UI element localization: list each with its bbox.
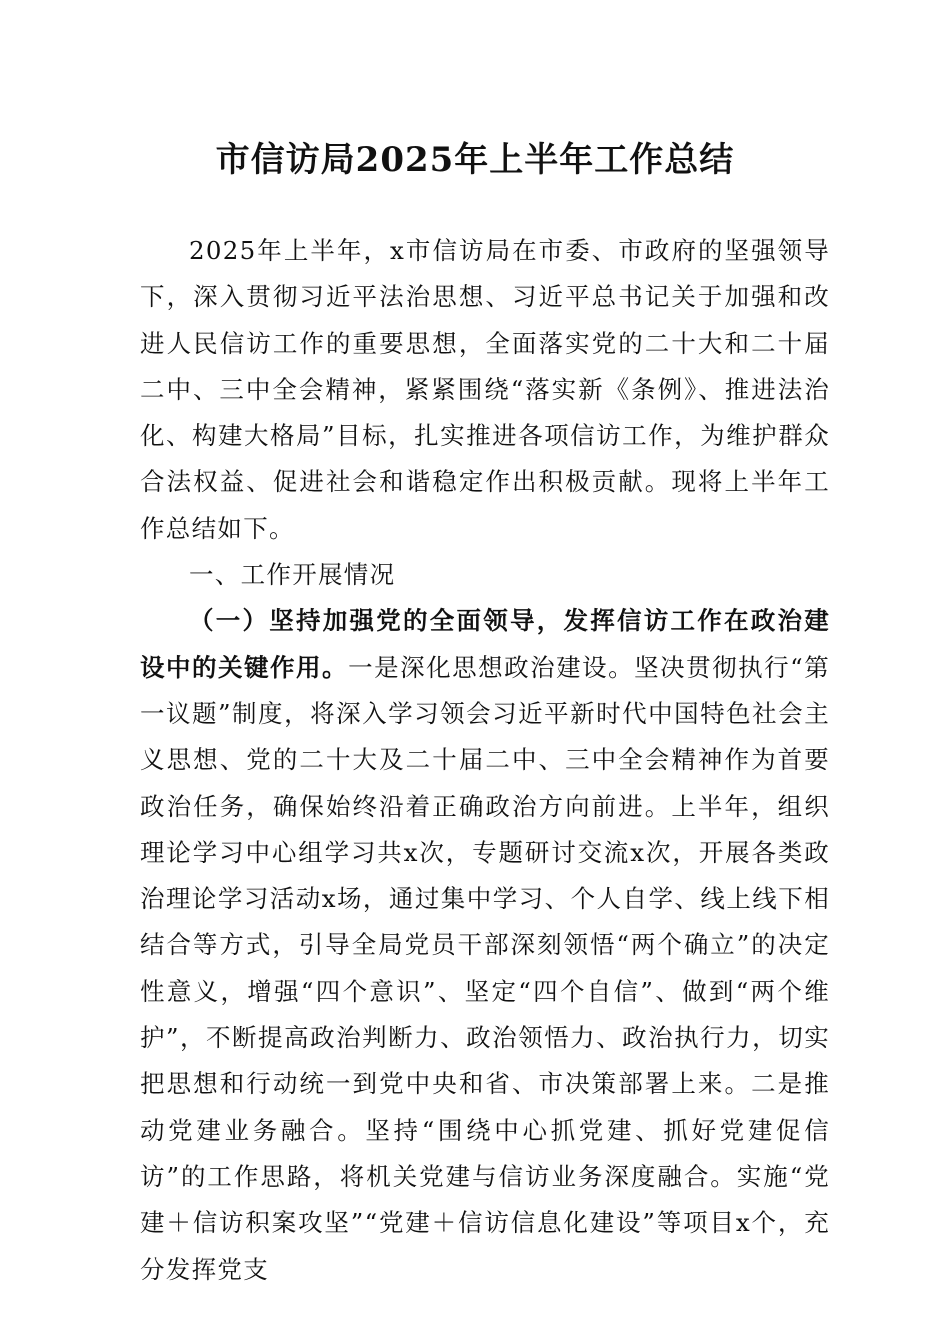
subsection-lead-1: （一）坚持加强党的全面领导，发挥信访工作在政治建设中的关键作用。: [140, 606, 830, 682]
document-title: 市信访局2025年上半年工作总结: [215, 140, 735, 180]
subsection-paragraph-1: [140, 598, 830, 1292]
intro-paragraph: 2025年上半年，x市信访局在市委、市政府的坚强领导下，深入贯彻习近平法治思想、习近平总书记关于加强和改进人民信访工作的重要思想，全面落实党的二十大和二十届二中、三中全会精神，紧紧围绕“落实新《条例》、推进法治化、构建大格局”目标，扎实推进各项信访工作，为维护群众合法权益、促进社会和谐稳定作出积极贡献。现将上半年工作总结如下。: [140, 236, 830, 543]
section-heading-1: 一、工作开展情况: [189, 560, 396, 590]
subsection-body-1: 一是深化思想政治建设。坚决贯彻执行“第一议题”制度，将深入学习领会习近平新时代中国特色社会主义思想、党的二十大及二十届二中、三中全会精神作为首要政治任务，确保始终沿着正确政治方向前进。上半年，组织理论学习中心组学习共x次，专题研讨交流x次，开展各类政治理论学习活动x场，通过集中学习、个人自学、线上线下相结合等方式，引导全局党员干部深刻领悟“两个确立”的决定性意义，增强“四个意识”、坚定“四个自信”、做到“两个维护”，不断提高政治判断力、政治领悟力、政治执行力，切实把思想和行动统一到党中央和省、市决策部署上来。二是推动党建业务融合。坚持“围绕中心抓党建、抓好党建促信访”的工作思路，将机关党建与信访业务深度融合。实施“党建＋信访积案攻坚”“党建＋信访信息化建设”等项目x个，充分发挥党支: [140, 652, 830, 1284]
document-body: [140, 228, 830, 1293]
